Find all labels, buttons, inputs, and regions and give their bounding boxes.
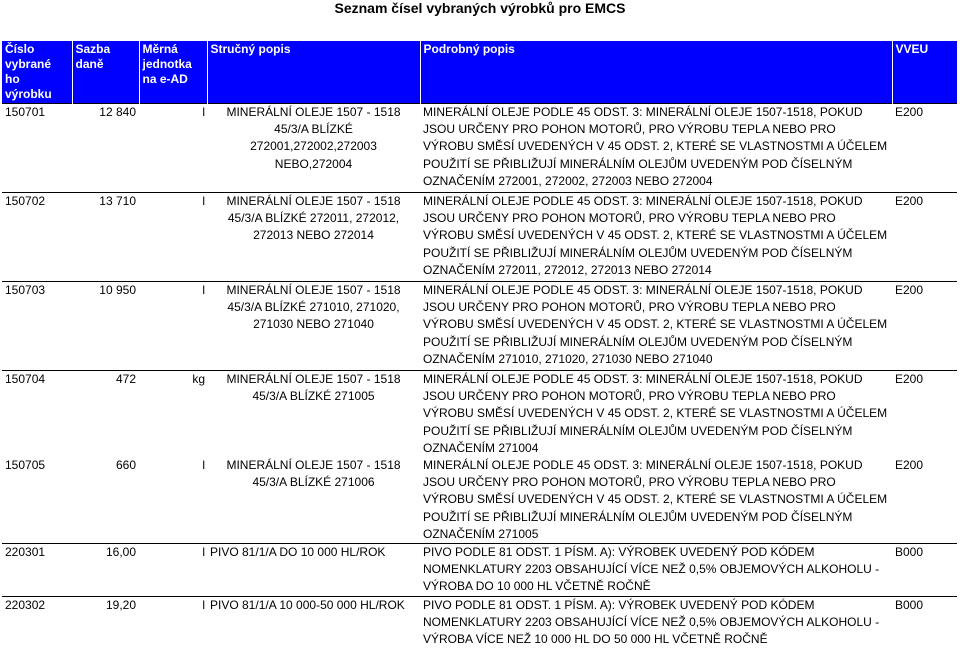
cell-unit: l <box>202 545 205 560</box>
cell-code: 150702 <box>5 194 46 208</box>
cell-vveu: E200 <box>895 283 924 297</box>
header-vveu: VVEU <box>892 41 957 104</box>
cell-rate: 472 <box>115 372 136 386</box>
cell-code: 220302 <box>5 597 46 612</box>
cell-short: MINERÁLNÍ OLEJE 1507 - 1518 45/3/A BLÍZKÉ 271010, 271020, 271030 NEBO 271040 <box>226 283 401 332</box>
cell-detail: PIVO PODLE 81 ODST. 1 PÍSM. A): VÝROBEK UVEDENÝ POD KÓDEM NOMENKLATURY 2203 OBSAHUJÍCÍ VÍCE NEŽ 0,5% OBJEMOVÝCH ALKOHOLU - VÝROBA DO 10 000 HL VČETNĚ ROČNĚ <box>423 545 880 594</box>
table-row <box>2 282 957 371</box>
header-code: Číslo vybrané ho výrobku <box>2 41 72 104</box>
cell-short: MINERÁLNÍ OLEJE 1507 - 1518 45/3/A BLÍZKÉ 271006 <box>226 458 401 490</box>
cell-code: 150704 <box>5 372 46 386</box>
cell-code: 220301 <box>5 545 46 560</box>
cell-short: PIVO 81/1/A DO 10 000 HL/ROK <box>210 545 386 560</box>
cell-unit: l <box>202 105 205 119</box>
cell-vveu: E200 <box>895 194 924 208</box>
table-row <box>2 457 957 544</box>
cell-rate: 660 <box>115 458 136 473</box>
cell-unit: kg <box>192 372 205 386</box>
table-row <box>2 371 957 458</box>
cell-rate: 16,00 <box>105 545 136 560</box>
table-row <box>2 104 957 193</box>
cell-code: 150703 <box>5 283 46 297</box>
table-row <box>2 596 957 648</box>
cell-detail: MINERÁLNÍ OLEJE PODLE 45 ODST. 3: MINERÁLNÍ OLEJE 1507-1518, POKUD JSOU URČENY PRO POHON MOTORŮ, PRO VÝROBU TEPLA NEBO PRO VÝROBU SMĚSÍ UVEDENÝCH V 45 ODST. 2, KTERÉ SE VLASTNOSTMI A ÚČELEM POUŽITÍ SE PŘIBLIŽUJÍ MINERÁLNÍM OLEJŮM UVEDENÝM POD ČÍSELNÝM OZNAČENÍM 271005 <box>423 458 888 541</box>
cell-short: MINERÁLNÍ OLEJE 1507 - 1518 45/3/A BLÍZKÉ 271005 <box>226 372 401 404</box>
cell-vveu: E200 <box>895 372 924 386</box>
cell-short: PIVO 81/1/A 10 000-50 000 HL/ROK <box>210 597 405 612</box>
table-header-row <box>2 41 957 104</box>
cell-vveu: E200 <box>895 105 924 119</box>
cell-rate: 19,20 <box>105 597 136 612</box>
cell-unit: l <box>202 597 205 612</box>
cell-detail: MINERÁLNÍ OLEJE PODLE 45 ODST. 3: MINERÁLNÍ OLEJE 1507-1518, POKUD JSOU URČENY PRO POHON MOTORŮ, PRO VÝROBU TEPLA NEBO PRO VÝROBU SMĚSÍ UVEDENÝCH V 45 ODST. 2, KTERÉ SE VLASTNOSTMI A ÚČELEM POUŽITÍ SE PŘIBLIŽUJÍ MINERÁLNÍM OLEJŮM UVEDENÝM POD ČÍSELNÝM OZNAČENÍM 272001, 272002, 272003 NEBO 272004 <box>423 105 888 188</box>
page-title: Seznam čísel vybraných výrobků pro EMCS <box>334 0 626 16</box>
cell-unit: l <box>202 458 205 473</box>
cell-vveu: E200 <box>895 458 924 473</box>
cell-vveu: B000 <box>895 597 924 612</box>
cell-code: 150705 <box>5 458 46 473</box>
header-unit: Měrná jednotka na e-AD <box>139 41 207 104</box>
header-detail: Podrobný popis <box>420 41 892 104</box>
cell-unit: l <box>202 194 205 208</box>
cell-detail: MINERÁLNÍ OLEJE PODLE 45 ODST. 3: MINERÁLNÍ OLEJE 1507-1518, POKUD JSOU URČENY PRO POHON MOTORŮ, PRO VÝROBU TEPLA NEBO PRO VÝROBU SMĚSÍ UVEDENÝCH V 45 ODST. 2, KTERÉ SE VLASTNOSTMI A ÚČELEM POUŽITÍ SE PŘIBLIŽUJÍ MINERÁLNÍM OLEJŮM UVEDENÝM POD ČÍSELNÝM OZNAČENÍM 272011, 272012, 272013 NEBO 272014 <box>423 194 888 277</box>
cell-rate: 12 840 <box>99 105 136 119</box>
table-row <box>2 193 957 282</box>
cell-detail: MINERÁLNÍ OLEJE PODLE 45 ODST. 3: MINERÁLNÍ OLEJE 1507-1518, POKUD JSOU URČENY PRO POHON MOTORŮ, PRO VÝROBU TEPLA NEBO PRO VÝROBU SMĚSÍ UVEDENÝCH V 45 ODST. 2, KTERÉ SE VLASTNOSTMI A ÚČELEM POUŽITÍ SE PŘIBLIŽUJÍ MINERÁLNÍM OLEJŮM UVEDENÝM POD ČÍSELNÝM OZNAČENÍM 271004 <box>423 372 888 455</box>
cell-short: MINERÁLNÍ OLEJE 1507 - 1518 45/3/A BLÍZKÉ 272001,272002,272003 NEBO,272004 <box>226 105 401 171</box>
cell-detail: PIVO PODLE 81 ODST. 1 PÍSM. A): VÝROBEK UVEDENÝ POD KÓDEM NOMENKLATURY 2203 OBSAHUJÍCÍ VÍCE NEŽ 0,5% OBJEMOVÝCH ALKOHOLU - VÝROBA VÍCE NEŽ 10 000 HL DO 50 000 HL VČETNĚ ROČNĚ <box>423 597 880 647</box>
cell-code: 150701 <box>5 105 46 119</box>
cell-rate: 10 950 <box>99 283 136 297</box>
cell-detail: MINERÁLNÍ OLEJE PODLE 45 ODST. 3: MINERÁLNÍ OLEJE 1507-1518, POKUD JSOU URČENY PRO POHON MOTORŮ, PRO VÝROBU TEPLA NEBO PRO VÝROBU SMĚSÍ UVEDENÝCH V 45 ODST. 2, KTERÉ SE VLASTNOSTMI A ÚČELEM POUŽITÍ SE PŘIBLIŽUJÍ MINERÁLNÍM OLEJŮM UVEDENÝM POD ČÍSELNÝM OZNAČENÍM 271010, 271020, 271030 NEBO 271040 <box>423 283 888 366</box>
cell-unit: l <box>202 283 205 297</box>
header-short: Stručný popis <box>207 41 420 104</box>
products-table <box>2 41 958 648</box>
cell-rate: 13 710 <box>99 194 136 208</box>
header-rate: Sazba daně <box>72 41 139 104</box>
cell-short: MINERÁLNÍ OLEJE 1507 - 1518 45/3/A BLÍZKÉ 272011, 272012, 272013 NEBO 272014 <box>226 194 401 243</box>
cell-vveu: B000 <box>895 545 924 560</box>
table-row <box>2 544 957 597</box>
